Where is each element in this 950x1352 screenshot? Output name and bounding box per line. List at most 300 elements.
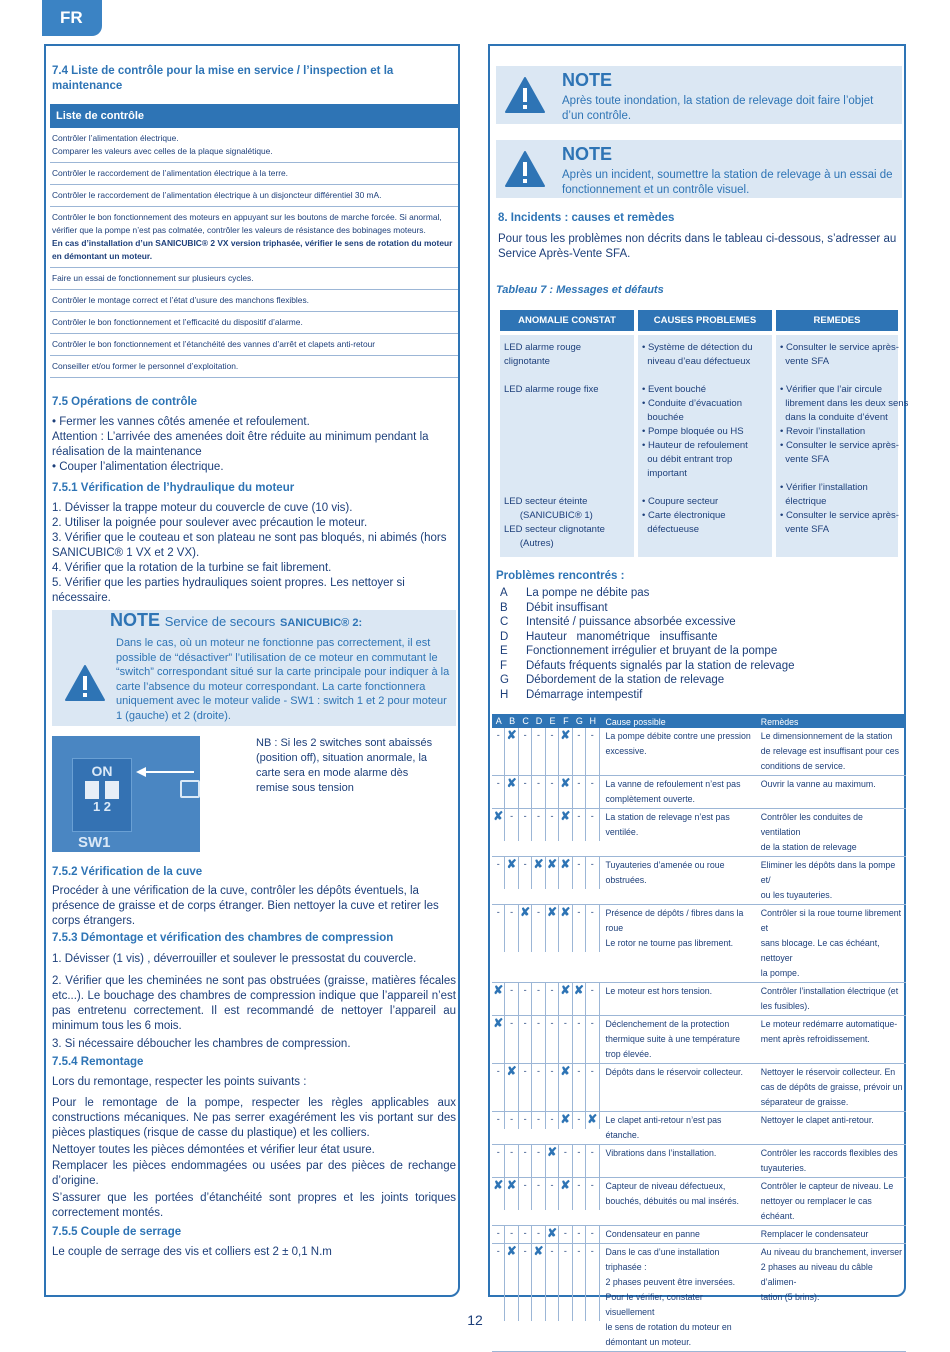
dash-mark: -: [559, 1244, 572, 1321]
cause-cell: [604, 809, 753, 856]
remede-line: ment après refroidissement.: [760, 1034, 870, 1044]
table-7-line: [504, 481, 630, 495]
table-row: [492, 1244, 906, 1352]
dash-mark: -: [573, 776, 586, 808]
dash-mark: -: [492, 1064, 505, 1111]
remede-line: Ouvrir la vanne au maximum.: [760, 779, 876, 789]
dash-mark: -: [573, 1244, 586, 1321]
dash-mark: -: [573, 1178, 586, 1210]
problem-letter: C: [500, 616, 509, 628]
table-7-line: LED secteur clignotante: [504, 524, 605, 535]
dash-mark: -: [573, 857, 586, 889]
checklist-text: Contrôler le bon fonctionnement et l’efficacité du dispositif d’alarme.: [52, 317, 303, 327]
dash-mark: -: [519, 728, 532, 775]
table-7-title: Tableau 7 : Messages et défauts: [496, 284, 664, 296]
cause-line: Déclenchement de la protection: [605, 1019, 730, 1029]
problem-letter: D: [500, 630, 509, 643]
table-row: [492, 1112, 906, 1145]
problem-text: Débit insuffisant: [526, 601, 608, 614]
remede-cell: [759, 1244, 906, 1351]
component-icon: [180, 780, 200, 798]
dash-mark: -: [505, 809, 518, 841]
remede-cell: [759, 809, 906, 856]
grid-letter-header: F: [563, 716, 569, 726]
header-causes: CAUSES PROBLEMES: [638, 310, 772, 331]
section-7-5-4-p5: S’assurer que les portées d’étanchéité sont propres et les joints toriques correctement montés.: [52, 1192, 456, 1219]
problem-letter: E: [500, 645, 508, 657]
grid-letter-header: B: [509, 716, 516, 726]
remede-cell: [759, 1064, 906, 1111]
section-7-5-3-p1: 1. Dévisser (1 vis) , déverrouiller et soulever le pressostat du couvercle.: [52, 953, 417, 965]
note-title: NOTE: [562, 70, 613, 90]
grid-letter-header: C: [522, 716, 529, 726]
table-7-line: [780, 467, 894, 481]
dash-mark: -: [492, 905, 505, 952]
cross-mark-icon: ✘: [492, 983, 505, 1015]
dash-mark: -: [559, 1226, 572, 1243]
problem-item: [496, 644, 795, 659]
table-7-line: • Consulter le service après-: [780, 510, 899, 521]
dash-mark: -: [519, 857, 532, 889]
checklist-row: [50, 128, 458, 163]
bullet-text: Couper l’alimentation électrique.: [59, 461, 224, 473]
switch-toggle-2: [105, 781, 119, 799]
remede-cell: [759, 1178, 906, 1225]
cause-line: Vibrations dans l’installation.: [605, 1148, 717, 1158]
section-7-5-4-title: 7.5.4 Remontage: [52, 1056, 144, 1068]
dash-mark: -: [492, 1244, 505, 1321]
note-title: NOTE: [562, 144, 613, 164]
problem-item: [496, 688, 795, 703]
section-7-5-1-title: 7.5.1 Vérification de l’hydraulique du moteur: [52, 482, 295, 494]
cause-cell: [604, 1112, 753, 1144]
cause-line: Tuyauteries d’amenée ou roue: [605, 860, 725, 870]
dash-mark: -: [519, 1178, 532, 1210]
remede-line: Eliminer les dépôts dans la pompe et/: [760, 860, 896, 885]
table-7-line: LED secteur éteinte: [504, 496, 588, 507]
dash-mark: -: [505, 1145, 518, 1177]
remede-line: Nettoyer le clapet anti-retour.: [760, 1115, 874, 1125]
cross-mark-icon: ✘: [505, 857, 518, 889]
checklist-text: Contrôler le bon fonctionnement des moteurs en appuyant sur les boutons de marche forcée. Si anormal, vérifier que la pompe n’est pas colmatée, contrôler les valeurs de résistance des bobinages moteurs.: [52, 212, 442, 235]
table-7-body: [500, 335, 909, 557]
remede-line: de la station de relevage: [760, 842, 857, 852]
problem-item: [496, 659, 795, 674]
troubleshooting-header: [492, 714, 906, 728]
dash-mark: -: [546, 809, 559, 841]
dash-mark: -: [586, 983, 599, 1015]
checklist-text: Faire un essai de fonctionnement sur plusieurs cycles.: [52, 273, 254, 283]
grid-letter-header: E: [549, 716, 556, 726]
cross-mark-icon: ✘: [559, 776, 572, 808]
step-item: 3. Vérifier que le couteau et son plateau ne sont pas bloqués, ni abimés (hors SANICUBIC® 1 VX et 2 VX).: [52, 532, 447, 559]
checklist-row: [50, 312, 458, 334]
dash-mark: -: [573, 809, 586, 841]
cause-line: La vanne de refoulement n’est pas: [605, 779, 741, 789]
cross-mark-icon: ✘: [505, 1178, 518, 1210]
bullet-item: • Couper l’alimentation électrique.: [52, 461, 224, 473]
dash-mark: -: [519, 1226, 532, 1243]
page-number: 12: [467, 1312, 483, 1328]
cause-line: excessive.: [605, 746, 647, 756]
dash-mark: -: [492, 1145, 505, 1177]
cause-cell: [604, 1064, 753, 1111]
table-7-line: • Vérifier l’installation: [780, 482, 868, 493]
dash-mark: -: [586, 1226, 599, 1243]
section-7-5-3-title: 7.5.3 Démontage et vérification des chambres de compression: [52, 932, 394, 944]
remede-line: Contrôler les raccords flexibles des: [760, 1148, 898, 1158]
table-7-line: [504, 397, 630, 411]
dash-mark: -: [586, 776, 599, 808]
table-7-line: vente SFA: [780, 524, 830, 535]
problem-text: Démarrage intempestif: [526, 688, 643, 701]
checklist-text: Contrôler le montage correct et l’état d’usure des manchons flexibles.: [52, 295, 309, 305]
nb-text: NB : Si les 2 switches sont abaissés (position off), situation anormale, la carte sera en mode alarme dès remise sous tension: [256, 737, 433, 794]
bullet-item: • Fermer les vannes côtés amenée et refoulement.: [52, 416, 310, 428]
problem-item: [496, 586, 795, 601]
checklist-row: [50, 356, 458, 378]
cross-mark-icon: ✘: [559, 905, 572, 952]
dash-mark: -: [532, 1145, 545, 1177]
table-row: [492, 809, 906, 857]
table-7-line: [642, 369, 768, 383]
table-row: [492, 857, 906, 905]
table-7-line: (SANICUBIC® 1): [504, 510, 593, 521]
cross-mark-icon: ✘: [559, 809, 572, 841]
switch-sw1-label: SW1: [78, 834, 111, 851]
grid-letter-header: A: [495, 716, 502, 726]
dash-mark: -: [532, 905, 545, 952]
checklist-text: Comparer les valeurs avec celles de la plaque signalétique.: [52, 146, 273, 156]
warning-icon: [504, 150, 546, 188]
remede-line: Remplacer le condensateur: [760, 1229, 869, 1239]
checklist-row: [50, 163, 458, 185]
table-7-line: • Event bouché: [642, 384, 707, 395]
problem-item: [496, 615, 795, 630]
dash-mark: -: [586, 857, 599, 889]
cause-cell: [604, 1244, 753, 1351]
dash-mark: -: [505, 1226, 518, 1243]
table-row: [492, 776, 906, 809]
cause-cell: [604, 857, 753, 904]
cause-cell: [604, 728, 753, 775]
dash-mark: -: [505, 1016, 518, 1063]
section-7-5-4-p3: Nettoyer toutes les pièces démontées et vérifier leur état usure.: [52, 1144, 375, 1156]
problem-item: [496, 673, 795, 688]
header-remedes: REMEDES: [776, 310, 898, 331]
cross-mark-icon: ✘: [492, 809, 505, 841]
dash-mark: -: [586, 1178, 599, 1210]
remede-line: Contrôler si la roue tourne librement et: [760, 908, 902, 933]
cause-line: Dans le cas d’une installation triphasée :: [605, 1247, 720, 1272]
remede-line: tation (5 brins).: [760, 1292, 820, 1302]
cross-mark-icon: ✘: [492, 1178, 505, 1210]
note-heading: [110, 610, 362, 631]
remede-cell: [759, 1016, 906, 1063]
table-row: [492, 728, 906, 776]
problem-letter: A: [500, 587, 508, 599]
troubleshooting-table: [492, 714, 906, 1352]
table-7-line: • Consulter le service après-: [780, 440, 899, 451]
right-panel: [488, 44, 909, 1347]
section-7-5-4-p1: Lors du remontage, respecter les points suivants :: [52, 1076, 307, 1088]
cause-line: obstruées.: [605, 875, 647, 885]
cause-line: démontant un moteur.: [605, 1337, 692, 1347]
cross-mark-icon: ✘: [505, 728, 518, 775]
dash-mark: -: [519, 983, 532, 1015]
section-7-5-4-p2: Pour le remontage de la pompe, respecter les règles applicables aux constructions mécaniques. Ne pas serrer exagérément les vis portant sur des pièces plastiques (risque de casse du plastique) et les colliers.: [52, 1097, 456, 1139]
dash-mark: -: [532, 983, 545, 1015]
remede-line: de relevage est insuffisant pour ces: [760, 746, 899, 756]
dash-mark: -: [492, 857, 505, 889]
step-item: 4. Vérifier que la rotation de la turbine se fait librement.: [52, 562, 332, 574]
dash-mark: -: [505, 905, 518, 952]
problem-letter: F: [500, 659, 508, 672]
switch-numbers: 1 2: [92, 799, 112, 814]
dash-mark: -: [492, 728, 505, 775]
switch-block: [72, 758, 132, 832]
table-7-line: [780, 369, 894, 383]
cross-mark-icon: ✘: [505, 776, 518, 808]
cause-line: Le clapet anti-retour n’est pas étanche.: [605, 1115, 722, 1140]
remede-line: 2 phases au niveau du câble d’alimen-: [760, 1262, 873, 1287]
dash-mark: -: [532, 1178, 545, 1210]
cross-mark-icon: ✘: [492, 1016, 505, 1063]
problem-text: Intensité / puissance absorbée excessive: [526, 616, 736, 628]
dash-mark: -: [559, 1016, 572, 1063]
remede-cell: [759, 905, 906, 982]
problem-letter: H: [500, 688, 509, 701]
table-row: [492, 983, 906, 1016]
checklist-row: [50, 207, 458, 268]
cause-line: Condensateur en panne: [605, 1229, 700, 1239]
dash-mark: -: [573, 728, 586, 775]
cross-mark-icon: ✘: [519, 905, 532, 952]
dash-mark: -: [573, 1064, 586, 1111]
cause-cell: [604, 776, 753, 808]
dash-mark: -: [532, 776, 545, 808]
remede-line: Contrôler l’installation électrique (et: [760, 986, 899, 996]
table-7-line: vente SFA: [780, 454, 830, 465]
dash-mark: -: [505, 1112, 518, 1129]
table-7-line: • Pompe bloquée ou HS: [642, 426, 744, 437]
table-7-line: • Consulter le service après-: [780, 342, 899, 353]
problem-text: Hauteur manométrique insuffisante: [526, 630, 718, 643]
remede-line: Contrôler le capteur de niveau. Le: [760, 1181, 894, 1191]
table-7-line: important: [642, 468, 687, 479]
remede-line: Nettoyer le réservoir collecteur. En: [760, 1067, 896, 1077]
note-inondation: [496, 66, 902, 124]
dash-mark: -: [519, 1112, 532, 1129]
grid-letter-header: D: [535, 716, 543, 726]
warning-icon: [504, 76, 546, 114]
checklist-bold-text: En cas d’installation d’un SANICUBIC® 2 VX version triphasée, vérifier le sens de rotation du moteur en démontant un moteur.: [52, 238, 453, 261]
cross-mark-icon: ✘: [505, 1244, 518, 1321]
dash-mark: -: [492, 1112, 505, 1129]
switch-photo: [52, 736, 200, 852]
dash-mark: -: [519, 1244, 532, 1321]
table-7-line: électrique: [780, 496, 827, 507]
checklist-text: Contrôler le raccordement de l’alimentation électrique à un disjoncteur différentiel 30 mA.: [52, 190, 382, 200]
remede-line: Le dimensionnement de la station: [760, 731, 893, 741]
cross-mark-icon: ✘: [586, 1112, 599, 1129]
remede-line: tuyauteries.: [760, 1163, 807, 1173]
dash-mark: -: [532, 728, 545, 775]
dash-mark: -: [505, 983, 518, 1015]
dash-mark: -: [573, 1145, 586, 1177]
dash-mark: -: [519, 809, 532, 841]
cross-mark-icon: ✘: [559, 1178, 572, 1210]
cross-mark-icon: ✘: [546, 1145, 559, 1177]
column-causes: [638, 335, 772, 557]
cross-mark-icon: ✘: [559, 728, 572, 775]
switch-on-label: ON: [91, 763, 113, 779]
dash-mark: -: [532, 1112, 545, 1129]
remede-line: cas de dépôts de graisse, prévoir un: [760, 1082, 903, 1092]
cause-line: trop élevée.: [605, 1049, 652, 1059]
table-7-line: • Coupure secteur: [642, 496, 719, 507]
dash-mark: -: [573, 1112, 586, 1129]
remede-line: la pompe.: [760, 968, 800, 978]
section-7-5-3-p2: 2. Vérifier que les cheminées ne sont pas obstruées (graisse, matières fécales etc...). Le bouchage des chambres de compression indique que l’appareil n’est pas entretenu correctement. Il est recommandé de nettoyer l’appareil au minimum tous les 6 mois.: [52, 975, 456, 1032]
table-7-line: • Hauteur de refoulement: [642, 440, 748, 451]
problems-list: [496, 586, 795, 702]
dash-mark: -: [573, 1016, 586, 1063]
table-7-line: • Vérifier que l’air circule: [780, 384, 883, 395]
cause-line: La station de relevage n’est pas: [605, 812, 730, 822]
remede-cell: [759, 728, 906, 775]
cause-line: bouchés, débuités ou mal insérés.: [605, 1196, 739, 1206]
cause-line: Dépôts dans le réservoir collecteur.: [605, 1067, 743, 1077]
section-7-5-4-p4: Remplacer les pièces endommagées ou usées par des pièces de rechange d’origine.: [52, 1160, 456, 1187]
table-7-line: dans la conduite d’évent: [780, 412, 888, 423]
switch-toggle-1: [85, 781, 99, 799]
dash-mark: -: [586, 1016, 599, 1063]
dash-mark: -: [532, 1226, 545, 1243]
cause-line: Le moteur est hors tension.: [605, 986, 713, 996]
remede-cell: [759, 857, 906, 904]
dash-mark: -: [519, 1064, 532, 1111]
table-7-line: bouchée: [642, 412, 684, 423]
checklist-text: Contrôler le raccordement de l’alimentation électrique à la terre.: [52, 168, 289, 178]
problem-letter: G: [500, 674, 509, 686]
left-panel: [44, 44, 460, 1297]
table-7-line: [504, 453, 630, 467]
checklist: [50, 128, 458, 378]
cross-mark-icon: ✘: [559, 1112, 572, 1129]
checklist-row: [50, 268, 458, 290]
cross-mark-icon: ✘: [532, 1244, 545, 1321]
dash-mark: -: [492, 776, 505, 808]
table-7-line: vente SFA: [780, 356, 830, 367]
dash-mark: -: [546, 776, 559, 808]
table-7-line: • Conduite d’évacuation: [642, 398, 742, 409]
cross-mark-icon: ✘: [546, 905, 559, 952]
table-7-line: [504, 439, 630, 453]
dash-mark: -: [532, 1064, 545, 1111]
table-7-line: niveau d’eau défectueux: [642, 356, 751, 367]
table-row: [492, 1064, 906, 1112]
table-7-line: • Revoir l’installation: [780, 426, 866, 437]
remede-cell: [759, 1112, 906, 1144]
dash-mark: -: [546, 1016, 559, 1063]
cause-line: ventilée.: [605, 827, 639, 837]
grid-letter-header: G: [575, 716, 583, 726]
remede-line: Au niveau du branchement, inverser: [760, 1247, 903, 1257]
table-7-line: LED alarme rouge: [504, 342, 582, 353]
remede-cell: [759, 776, 906, 808]
dash-mark: -: [573, 905, 586, 952]
remede-line: Contrôler les conduites de ventilation: [760, 812, 863, 837]
cross-mark-icon: ✘: [532, 857, 545, 889]
grid-cause-header: Cause possible: [605, 717, 666, 727]
table-7-header: [500, 310, 898, 331]
remede-line: séparateur de graisse.: [760, 1097, 849, 1107]
section-7-5-1-steps: [52, 501, 452, 606]
section-7-5-body: [52, 415, 452, 475]
dash-mark: -: [586, 728, 599, 775]
remede-line: ou les tuyauteries.: [760, 890, 833, 900]
checklist-text: Contrôler le bon fonctionnement et l’étanchéité des vannes d’arrêt et clapets anti-retour: [52, 339, 376, 349]
section-7-5-2-text: Procéder à une vérification de la cuve, contrôler les dépôts éventuels, la présence de graisse et de corps étranger. Bien nettoyer la cuve et retirer les corps étrangers.: [52, 885, 439, 927]
table-row: [492, 1178, 906, 1226]
grid-letter-header: H: [589, 716, 597, 726]
checklist-text: Contrôler l’alimentation électrique.: [52, 133, 179, 143]
note-word: NOTE: [110, 610, 161, 630]
dash-mark: -: [532, 1016, 545, 1063]
problems-title: Problèmes rencontrés :: [496, 570, 625, 582]
problem-text: Défauts fréquents signalés par la station de relevage: [526, 659, 795, 672]
dash-mark: -: [586, 809, 599, 841]
table-7-line: [504, 411, 630, 425]
table-7-line: clignotante: [504, 356, 550, 367]
grid-remede-header: Remèdes: [760, 717, 799, 727]
dash-mark: -: [546, 1112, 559, 1129]
cross-mark-icon: ✘: [546, 857, 559, 889]
language-tab: FR: [42, 0, 102, 36]
section-7-4-title: 7.4 Liste de contrôle pour la mise en service / l’inspection et la maintenance: [52, 65, 394, 92]
checklist-row: [50, 185, 458, 207]
table-7-line: • Carte électronique: [642, 510, 726, 521]
column-remedes: [776, 335, 909, 557]
cause-line: thermique suite à une température: [605, 1034, 740, 1044]
checklist-row: [50, 290, 458, 312]
note-sub: Service de secours: [164, 614, 276, 629]
table-7-line: (Autres): [504, 538, 554, 549]
section-7-5-title: 7.5 Opérations de contrôle: [52, 396, 198, 408]
dash-mark: -: [586, 1145, 599, 1177]
table-7-line: [504, 369, 630, 383]
section-7-5-2-title: 7.5.2 Vérification de la cuve: [52, 866, 203, 878]
dash-mark: -: [546, 983, 559, 1015]
remede-line: Le moteur redémarre automatique-: [760, 1019, 898, 1029]
note-brand: SANICUBIC® 2:: [280, 617, 363, 629]
dash-mark: -: [586, 1244, 599, 1321]
cause-line: complètement ouverte.: [605, 794, 695, 804]
cross-mark-icon: ✘: [559, 1064, 572, 1111]
dash-mark: -: [586, 1064, 599, 1111]
header-anomalie: ANOMALIE CONSTAT: [500, 310, 634, 331]
table-7-line: ou débit entrant trop: [642, 454, 733, 465]
note-text: Après toute inondation, la station de relevage doit faire l’objet d’un contrôle.: [562, 95, 874, 122]
cause-line: Le rotor ne tourne pas librement.: [605, 938, 734, 948]
dash-mark: -: [519, 776, 532, 808]
table-7-line: [504, 425, 630, 439]
table-7-line: librement dans les deux sens: [780, 398, 909, 409]
dash-mark: -: [546, 1178, 559, 1210]
checklist-row: [50, 334, 458, 356]
remede-cell: [759, 1226, 906, 1243]
